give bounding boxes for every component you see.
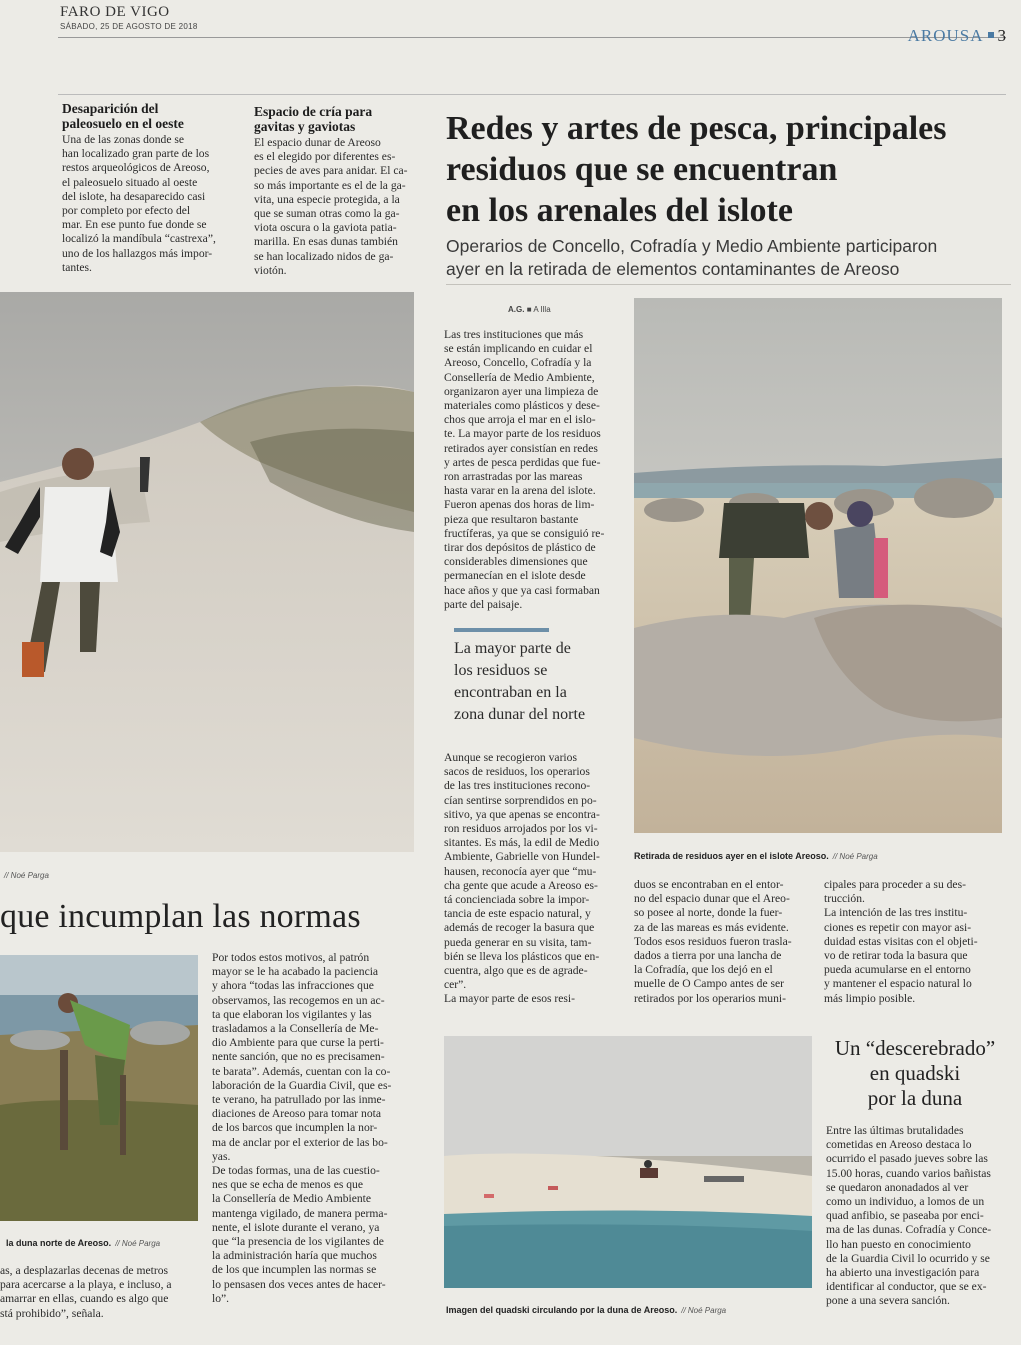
cleanup-photo: [634, 298, 1002, 833]
header-rule: [58, 37, 1006, 38]
deck-rule: [446, 284, 1011, 285]
quadski-body: Entre las últimas brutalidades cometidas en Areoso destaca lo ocurrido el pasado jueves sobre las 15.00 horas, cuando varios bañistas se quedaron anonadados al ver como un individuo, a lomos de un quad anfibio, se paseaba por enci- ma de las dunas. Cofradía y Conce- llo han puesto en conocimiento de la Guardia Civil lo ocurrido y se ha abierto una investigación para identificar al conductor, que se ex- pone a una severa sanción.: [826, 1124, 992, 1308]
main-photo-caption: [634, 851, 878, 861]
dune-worker-photo: [0, 292, 414, 852]
main-deck: Operarios de Concello, Cofradía y Medio Ambiente participaron ayer en la retirada de elementos contaminantes de Areoso: [446, 236, 938, 279]
second-left-fragment: as, a desplazarlas decenas de metros para acercarse a la playa, e incluso, a amarrar en ellas, cuando es algo que stá prohibido”, señala.: [0, 1264, 172, 1320]
pullquote-bar: [454, 628, 549, 632]
masthead: FARO DE VIGO: [60, 4, 170, 20]
sidebar-subhead: Desaparición del paleosuelo en el oeste: [62, 101, 184, 131]
sidebar-paleosuelo: [62, 101, 240, 275]
section-square-icon: [988, 32, 994, 38]
fence-photo-caption: [6, 1238, 160, 1248]
issue-date: SÁBADO, 25 DE AGOSTO DE 2018: [60, 22, 198, 31]
sidebar-gaviotas: [254, 104, 418, 278]
main-photo-credit: // Noé Parga: [832, 852, 878, 861]
quadski-headline: Un “descerebrado” en quadski por la duna: [834, 1036, 996, 1110]
section-name: AROUSA: [907, 26, 984, 45]
main-col1b: Aunque se recogieron varios sacos de residuos, los operarios de las tres instituciones recono- cían sentirse sorprendidos en po- sitivo, ya que apenas se encontra- ron residuos arrojados por los vi- sitantes. Es más, la edil de Medio Ambiente, Gabrielle von Hundel- hausen, reconocía ayer que “mu- cha gente que acude a Areoso es- tá concienciada sobre la impor- tancia de este espacio natural, y además de recoger la basura que pueda generar en su visita, tam- bién se lleva los plásticos que en- cuentra, algo que es de agrade- cer”. La mayor parte de esos resi-: [444, 751, 600, 1006]
section-rule: [58, 94, 1006, 95]
second-body: Por todos estos motivos, al patrón mayor se le ha acabado la paciencia y ahora “todas las infracciones que observamos, las recogemos en un ac- ta que elaboran los vigilantes y las trasladamos a la Consellería de Me- dio Ambiente para que curse la perti- nente sanción, que no es precisamen- te barata”. Además, cuentan con la co- laboración de la Guardia Civil, que es- te verano, ha patrullado por las inme- diaciones de Areoso para tomar nota de los barcos que incumplen la nor- ma de anclar por el exterior de las bo- yas. De todas formas, una de las cuestio- nes que se echa de menos es que la Consellería de Medio Ambiente mantenga vigilado, de manera perma- nente, el islote durante el verano, ya que “la presencia de los vigilantes de la administración haría que muchos de los que incumplen las normas se lo pensasen dos veces antes de hacer- lo”.: [212, 951, 392, 1305]
fence-photo-credit: // Noé Parga: [115, 1239, 161, 1248]
cleanup-image: [634, 298, 1002, 833]
dune-worker-image: [0, 292, 414, 852]
quadski-photo: [444, 1036, 812, 1288]
pullquote: La mayor parte de los residuos se encontraban en la zona dunar del norte: [454, 640, 586, 723]
fence-worker-image: [0, 955, 198, 1221]
main-col3: cipales para proceder a su des- trucción. La intención de las tres institu- ciones es repetir con mayor asi- duidad estas visitas con el objeti- vo de retirar toda la basura que pueda acumularse en el entorno y mantener el espacio natural lo más limpio posible.: [824, 878, 978, 1005]
quadski-photo-caption: [446, 1305, 726, 1315]
main-col1: Las tres instituciones que más se están implicando en cuidar el Areoso, Concello, Cofradía y la Consellería de Medio Ambiente, organizaron ayer una limpieza de materiales como plásticos y dese- chos que arroja el mar en el islo- te. La mayor parte de los residuos retirados ayer consistían en redes y artes de pesca perdidas que fue- ron arrastradas por las mareas hasta varar en la arena del islote. Fueron apenas dos horas de lim- pieza que resultaron bastante fructíferas, ya que se consiguió re- tirar dos depósitos de plástico de considerables dimensiones que permanecían en el islote desde hace años y que ya casi formaban parte del paisaje.: [444, 328, 605, 611]
section-label: [908, 26, 1007, 46]
byline: [508, 305, 551, 314]
fence-photo-caption-text: la duna norte de Areoso.: [6, 1238, 112, 1248]
byline-sep-icon: ■: [526, 305, 532, 314]
byline-place: A Illa: [533, 305, 551, 314]
main-headline: Redes y artes de pesca, principales residuos que se encuentran en los arenales del islote: [446, 110, 947, 229]
main-col2: duos se encontraban en el entor- no del espacio dunar que el Areo- so posee al norte, donde la fuer- za de las mareas es más evidente. Todos esos residuos fueron trasla- dados a tierra por una lancha de la Cofradía, que los dejó en el muelle de O Campo antes de ser retirados por los operarios muni-: [634, 878, 792, 1005]
sidebar-subhead: Espacio de cría para gavitas y gaviotas: [254, 104, 373, 134]
sidebar-body: Una de las zonas donde se han localizado gran parte de los restos arqueológicos de Areoso, el paleosuelo situado al oeste del islote, ha desaparecido casi por completo por efecto del mar. En ese punto fue donde se localizó la mandíbula “castrexa”, uno de los hallazgos más impor- tantes.: [62, 133, 216, 274]
main-photo-caption-text: Retirada de residuos ayer en el islote Areoso.: [634, 851, 829, 861]
second-headline: que incumplan las normas: [0, 898, 361, 935]
sidebar-body: El espacio dunar de Areoso es el elegido por diferentes es- pecies de aves para anidar. El ca- so más importante es el de la ga- vita, una especie protegida, a la que se suman otras como la ga- viota oscura o la gaviota patia- marilla. En esas dunas también se han localizado nidos de ga- viotón.: [254, 136, 408, 277]
byline-author: A.G.: [508, 305, 525, 314]
quadski-photo-credit: // Noé Parga: [681, 1306, 727, 1315]
quadski-image: [444, 1036, 812, 1288]
fence-worker-photo: [0, 955, 198, 1221]
quadski-photo-caption-text: Imagen del quadski circulando por la duna de Areoso.: [446, 1305, 678, 1315]
page-number: 3: [997, 26, 1007, 45]
left-photo-credit: // Noé Parga: [4, 871, 49, 880]
